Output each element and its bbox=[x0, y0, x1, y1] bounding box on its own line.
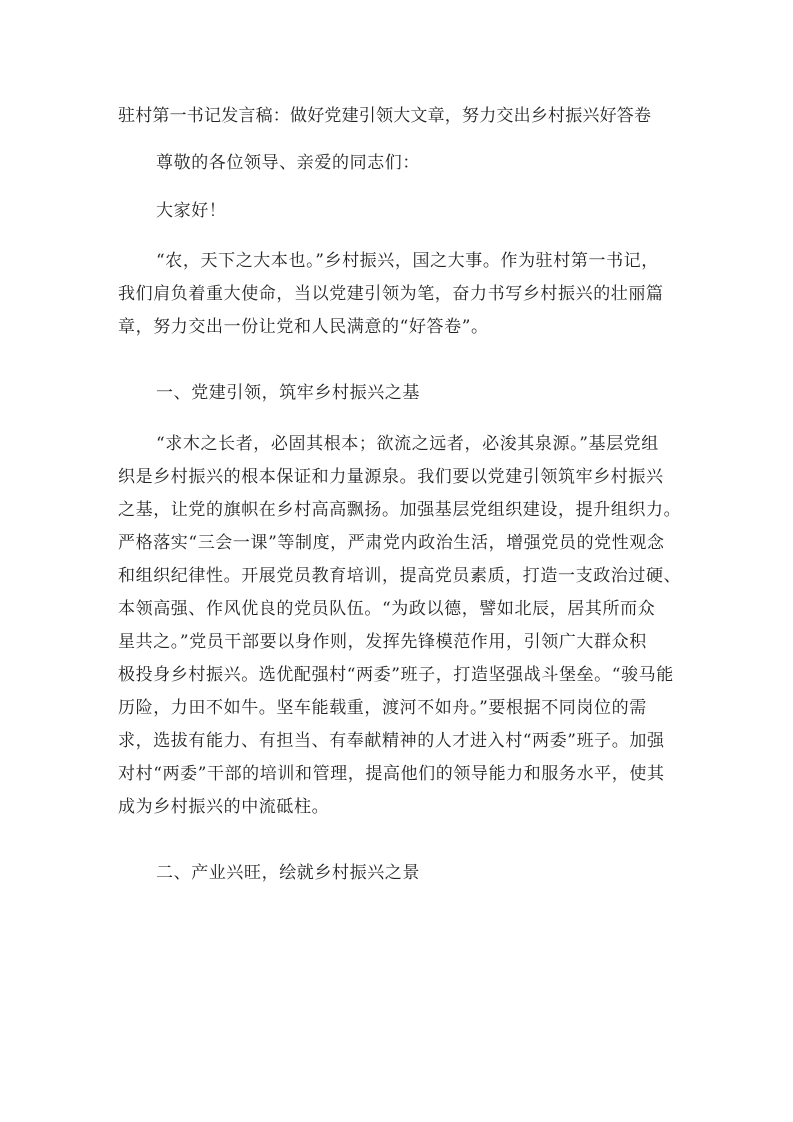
salutation: 尊敬的各位领导、亲爱的同志们： bbox=[156, 153, 420, 173]
section1-line: 历险，力田不如牛。坚车能载重，渡河不如舟。”要根据不同岗位的需 bbox=[118, 698, 647, 718]
greeting: 大家好！ bbox=[156, 201, 227, 221]
section1-line: 之基，让党的旗帜在乡村高高飘扬。加强基层党组织建设，提升组织力。 bbox=[118, 500, 682, 520]
intro-line: “农，天下之大本也。”乡村振兴，国之大事。作为驻村第一书记， bbox=[156, 251, 659, 271]
document-title: 驻村第一书记发言稿：做好党建引领大文章，努力交出乡村振兴好答卷 bbox=[118, 106, 652, 126]
section-heading-1: 一、党建引领，筑牢乡村振兴之基 bbox=[156, 383, 420, 403]
section1-line: 织是乡村振兴的根本保证和力量源泉。我们要以党建引领筑牢乡村振兴 bbox=[118, 467, 664, 487]
section1-line: 对村“两委”干部的培训和管理，提高他们的领导能力和服务水平，使其 bbox=[118, 764, 665, 784]
section1-line: 严格落实“三会一课”等制度，严肃党内政治生活，增强党员的党性观念 bbox=[118, 533, 665, 553]
section1-line: “求木之长者，必固其根本；欲流之远者，必浚其泉源。”基层党组 bbox=[156, 434, 659, 454]
section1-line: 和组织纪律性。开展党员教育培训，提高党员素质，打造一支政治过硬、 bbox=[118, 566, 682, 586]
section1-line: 成为乡村振兴的中流砥柱。 bbox=[118, 797, 330, 817]
intro-line: 我们肩负着重大使命，当以党建引领为笔，奋力书写乡村振兴的壮丽篇 bbox=[118, 284, 664, 304]
intro-line: 章，努力交出一份让党和人民满意的“好答卷”。 bbox=[118, 317, 489, 337]
section1-line: 求，选拔有能力、有担当、有奉献精神的人才进入村“两委”班子。加强 bbox=[118, 731, 665, 751]
section1-line: 本领高强、作风优良的党员队伍。“为政以德，譬如北辰，居其所而众 bbox=[118, 599, 656, 619]
section1-line: 星共之。”党员干部要以身作则，发挥先锋模范作用，引领广大群众积 bbox=[118, 632, 647, 652]
section1-line: 极投身乡村振兴。选优配强村“两委”班子，打造坚强战斗堡垒。“骏马能 bbox=[118, 665, 674, 685]
section-heading-2: 二、产业兴旺，绘就乡村振兴之景 bbox=[156, 863, 420, 883]
